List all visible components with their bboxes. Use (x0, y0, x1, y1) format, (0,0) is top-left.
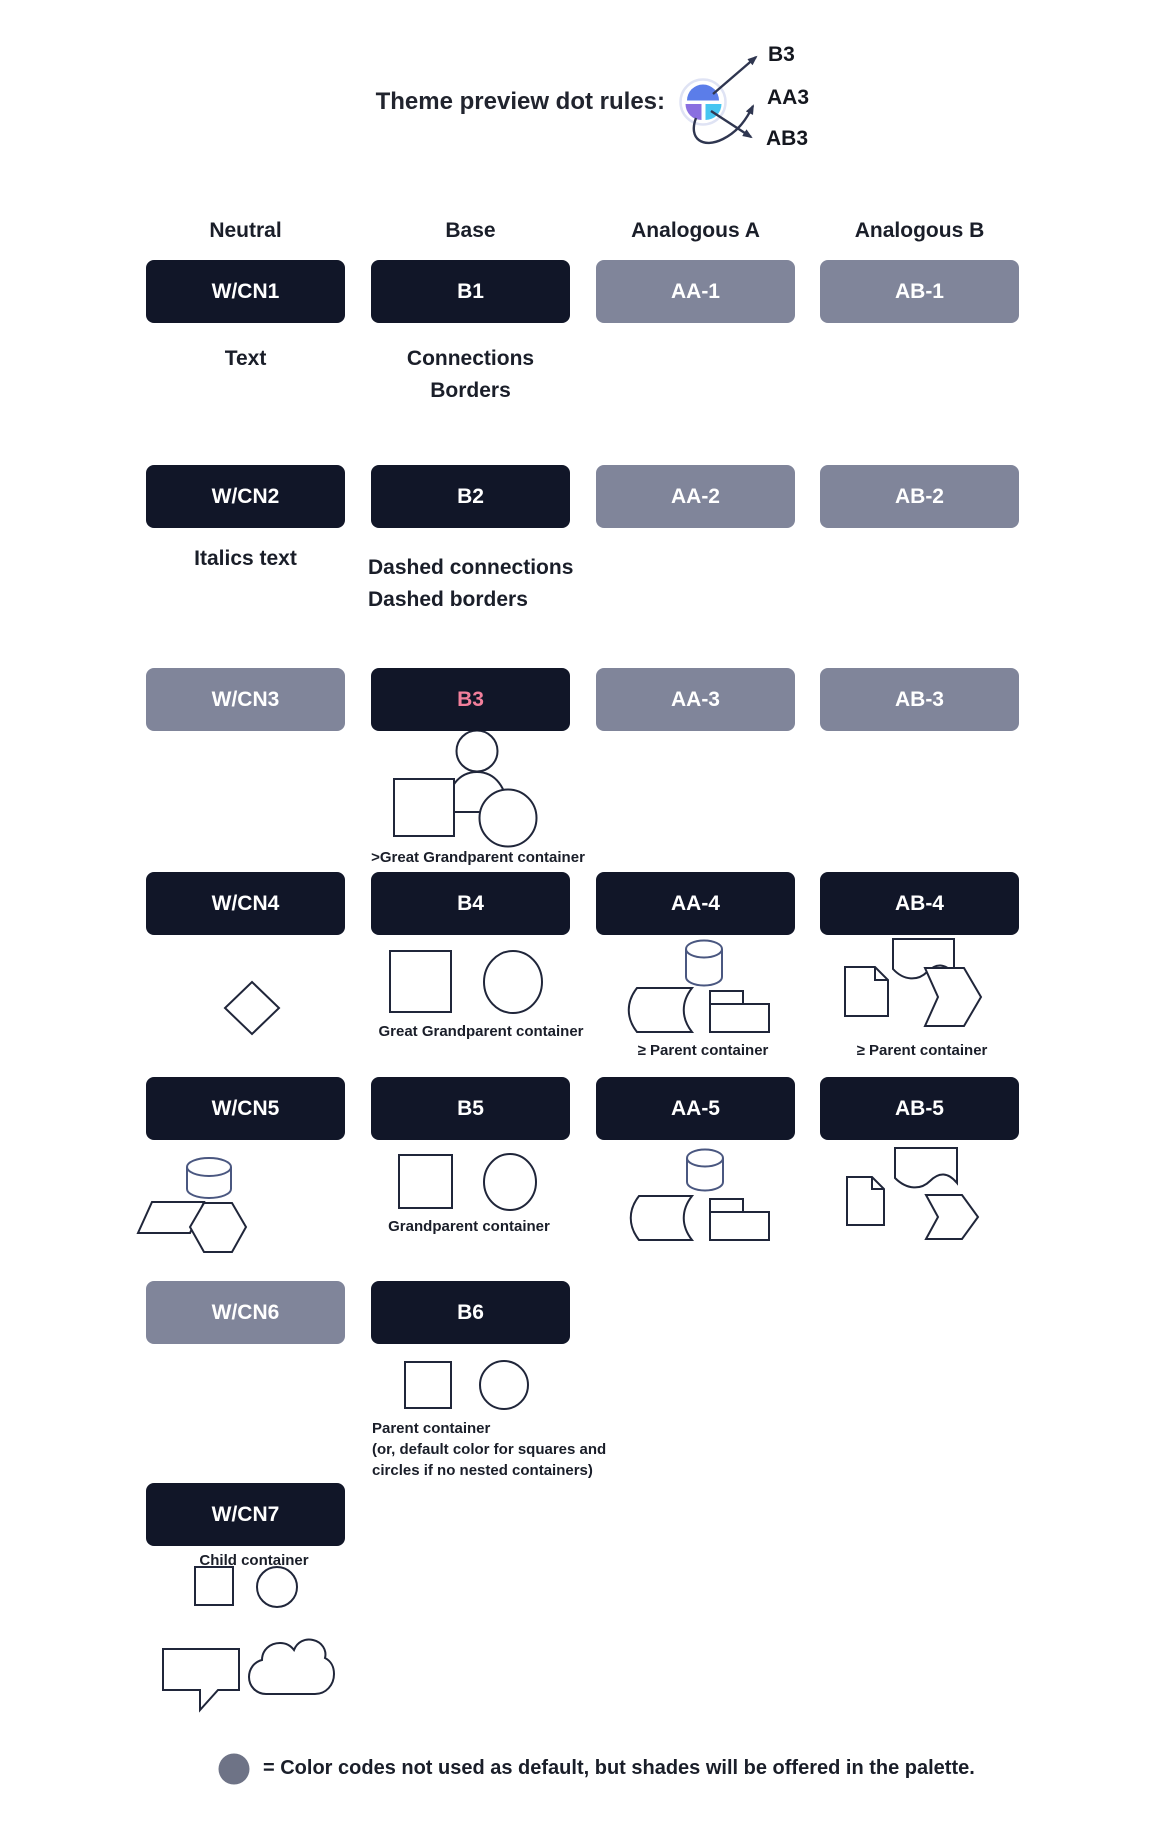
swatch-b4: B4 (371, 872, 570, 935)
swatch-b1: B1 (371, 260, 570, 323)
caption-great-grandparent-gt: >Great Grandparent container (371, 849, 585, 866)
swatch-wcn7: W/CN7 (146, 1483, 345, 1546)
swatch-wcn3: W/CN3 (146, 668, 345, 731)
caption-great-grandparent: Great Grandparent container (378, 1023, 584, 1040)
swatch-ab1: AB-1 (820, 260, 1019, 323)
chevron-shape (925, 968, 981, 1026)
caption-parent-ge-ab4: ≥ Parent container (856, 1042, 988, 1059)
speech-bubble-shape (163, 1649, 239, 1710)
caption-line: Borders (430, 379, 511, 402)
square-shape (405, 1362, 451, 1408)
caption-line: (or, default color for squares and (372, 1441, 607, 1458)
square-shape (195, 1567, 233, 1605)
circle-shape (480, 790, 537, 847)
folder-shape (710, 991, 769, 1032)
circle-shape (484, 951, 542, 1013)
diamond-shape (225, 982, 279, 1034)
column-header-analogous-b: Analogous B (854, 219, 985, 242)
caption-grandparent: Grandparent container (388, 1218, 550, 1235)
swatch-ab2: AB-2 (820, 465, 1019, 528)
swatch-aa4: AA-4 (596, 872, 795, 935)
column-header-neutral: Neutral (209, 219, 282, 242)
swatch-ab3: AB-3 (820, 668, 1019, 731)
circle-shape (257, 1567, 297, 1607)
cylinder-shape (187, 1158, 231, 1198)
dot-rule-label-aa3: AA3 (767, 86, 810, 109)
caption-text: Text (224, 347, 267, 370)
square-shape (390, 951, 451, 1012)
swatch-aa3: AA-3 (596, 668, 795, 731)
stored-data-shape (631, 1196, 692, 1240)
legend-gray-dot (219, 1754, 250, 1785)
caption-italics-text: Italics text (194, 547, 297, 570)
stored-data-shape (629, 988, 692, 1032)
swatch-aa2: AA-2 (596, 465, 795, 528)
caption-line: Dashed connections (368, 556, 574, 579)
caption-dashed (368, 552, 628, 616)
caption-child-container: Child container (199, 1552, 309, 1569)
chevron-shape (926, 1195, 978, 1239)
square-shape (399, 1155, 452, 1208)
caption-line: Parent container (372, 1420, 491, 1437)
cylinder-shape (686, 941, 722, 986)
swatch-wcn2: W/CN2 (146, 465, 345, 528)
note-shape (847, 1177, 884, 1225)
swatch-b5: B5 (371, 1077, 570, 1140)
swatch-wcn6: W/CN6 (146, 1281, 345, 1344)
caption-line: circles if no nested containers) (372, 1462, 593, 1479)
circle-shape (480, 1361, 528, 1409)
page-title: Theme preview dot rules: (375, 88, 665, 115)
swatch-aa1: AA-1 (596, 260, 795, 323)
wavy-document-shape (895, 1148, 957, 1187)
swatch-wcn5: W/CN5 (146, 1077, 345, 1140)
swatch-b3-label: B3 (457, 687, 484, 711)
column-header-base: Base (445, 219, 496, 242)
swatch-wcn4: W/CN4 (146, 872, 345, 935)
caption-line: Dashed borders (368, 588, 528, 611)
swatch-ab5: AB-5 (820, 1077, 1019, 1140)
theme-preview-dot-icon (681, 80, 726, 125)
caption-line: Connections (406, 347, 535, 370)
caption-connections-borders (371, 343, 570, 407)
cloud-shape (249, 1639, 334, 1694)
swatch-ab4: AB-4 (820, 872, 1019, 935)
cylinder-shape (687, 1150, 723, 1191)
folder-shape (710, 1199, 769, 1240)
dot-rule-label-b3: B3 (768, 43, 795, 66)
square-shape (394, 779, 454, 836)
swatch-aa5: AA-5 (596, 1077, 795, 1140)
circle-shape (484, 1154, 536, 1210)
swatch-b3 (371, 668, 570, 731)
swatch-wcn1: W/CN1 (146, 260, 345, 323)
caption-parent-container (372, 1418, 622, 1481)
note-shape (845, 967, 888, 1016)
arrow-to-b3 (713, 57, 756, 94)
swatch-b6: B6 (371, 1281, 570, 1344)
swatch-b2: B2 (371, 465, 570, 528)
dot-rule-label-ab3: AB3 (766, 127, 809, 150)
caption-parent-ge-aa4: ≥ Parent container (637, 1042, 769, 1059)
legend-note: = Color codes not used as default, but shades will be offered in the palette. (263, 1757, 975, 1779)
column-header-analogous-a: Analogous A (631, 219, 760, 242)
